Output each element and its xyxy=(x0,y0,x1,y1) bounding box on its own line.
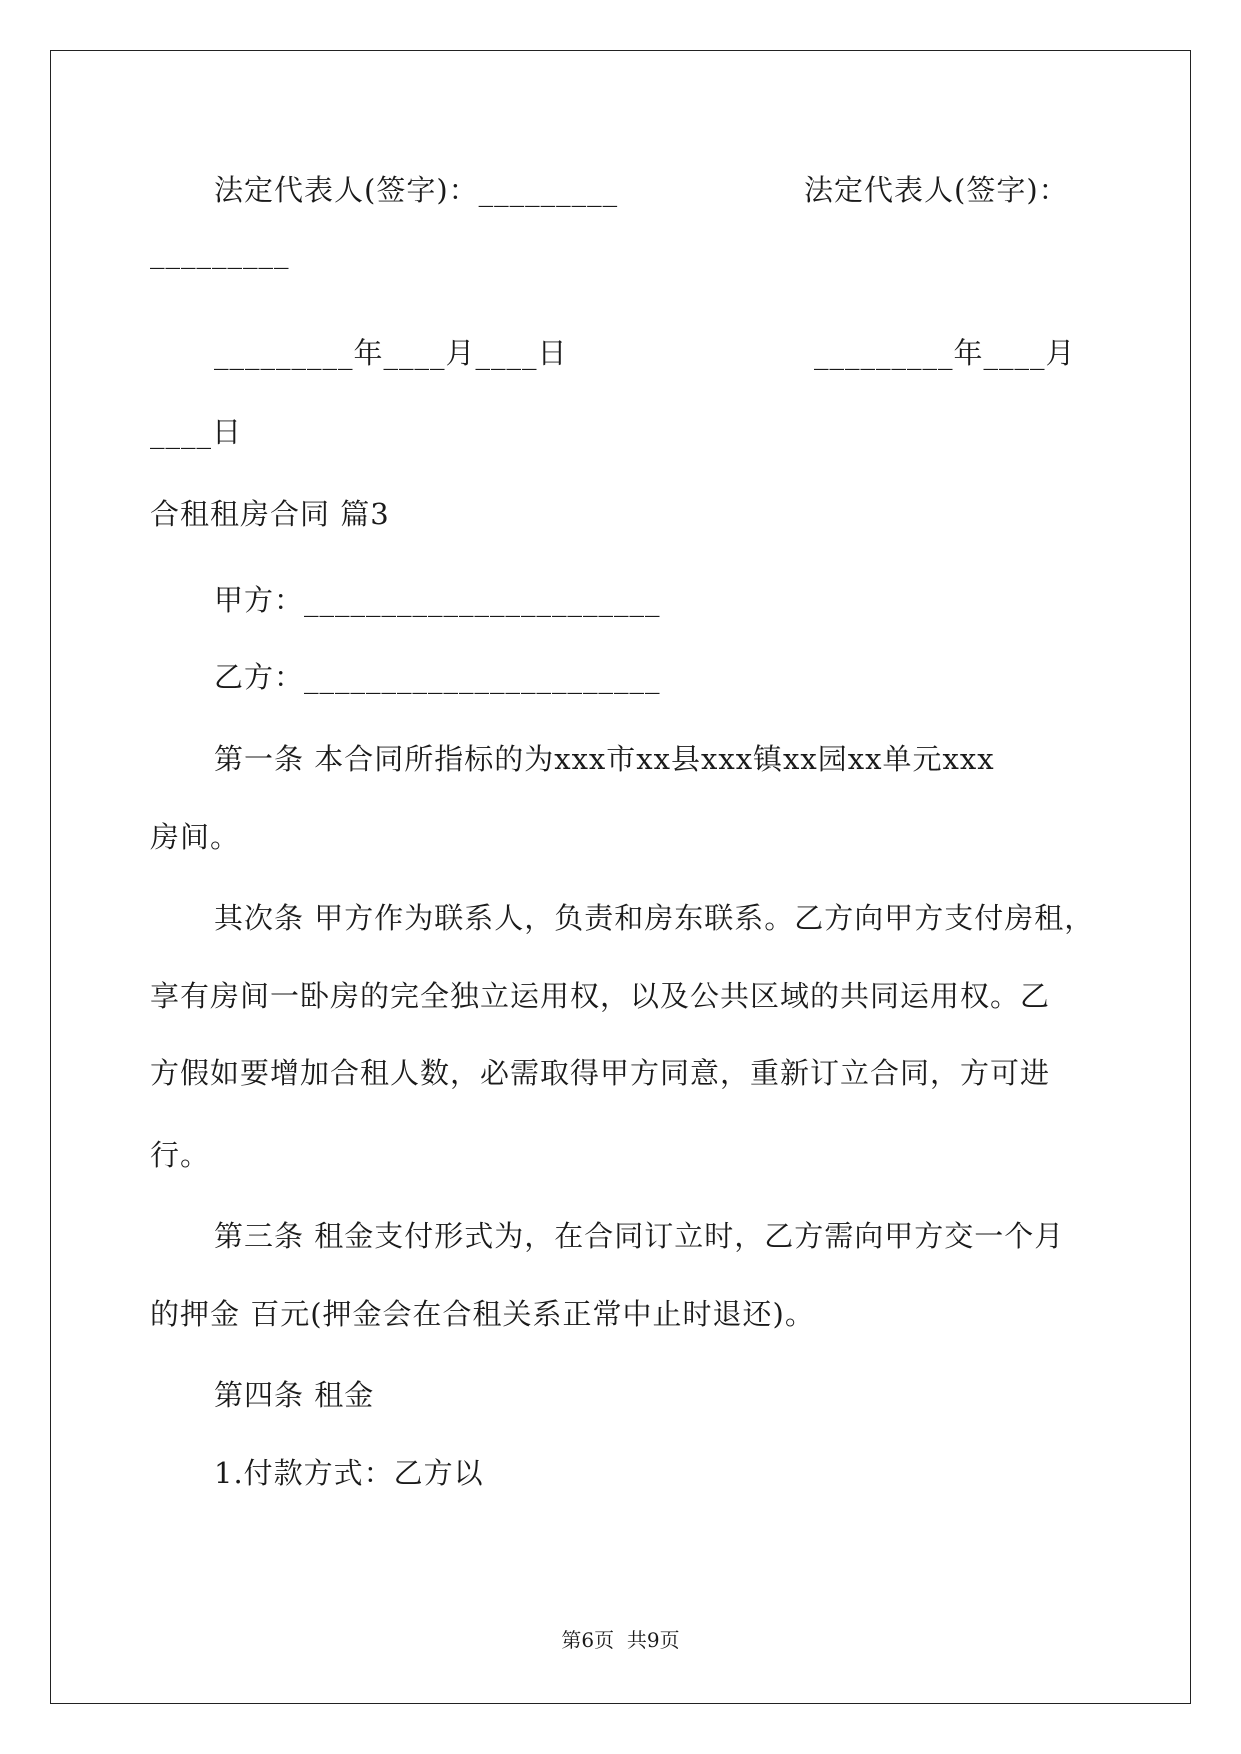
clause-1-line-2: 房间。 xyxy=(150,820,241,854)
signature-line-left: 法定代表人(签字)：_________ xyxy=(214,173,619,207)
clause-2-line-4: 行。 xyxy=(150,1138,211,1172)
party-b-line: 乙方：_______________________ xyxy=(214,660,661,694)
clause-1-line-1: 第一条 本合同所指标的为xxx市xx县xxx镇xx园xx单元xxx xyxy=(214,742,995,776)
date-line-left: _________年____月____日 xyxy=(214,336,568,370)
party-a-line: 甲方：_______________________ xyxy=(214,583,661,617)
section-title: 合租租房合同 篇3 xyxy=(150,497,390,531)
page-number-footer: 第6页 共9页 xyxy=(561,1628,680,1652)
clause-3-line-1: 第三条 租金支付形式为，在合同订立时，乙方需向甲方交一个月 xyxy=(214,1219,1065,1253)
date-line-right-day: ____日 xyxy=(150,415,243,449)
clause-2-line-3: 方假如要增加合租人数，必需取得甲方同意，重新订立合同，方可进 xyxy=(150,1056,1051,1090)
signature-label-right: 法定代表人(签字)： xyxy=(804,173,1069,207)
clause-4-item-1: 1.付款方式：乙方以 xyxy=(214,1456,484,1490)
date-line-right: _________年____月 xyxy=(814,336,1076,370)
clause-3-line-2: 的押金 百元(押金会在合租关系正常中止时退还)。 xyxy=(150,1297,815,1331)
clause-2-line-2: 享有房间一卧房的完全独立运用权，以及公共区域的共同运用权。乙 xyxy=(150,979,1051,1013)
clause-4-title: 第四条 租金 xyxy=(214,1378,375,1412)
signature-blank-right: _________ xyxy=(150,235,290,269)
clause-2-line-1: 其次条 甲方作为联系人，负责和房东联系。乙方向甲方支付房租， xyxy=(214,901,1095,935)
